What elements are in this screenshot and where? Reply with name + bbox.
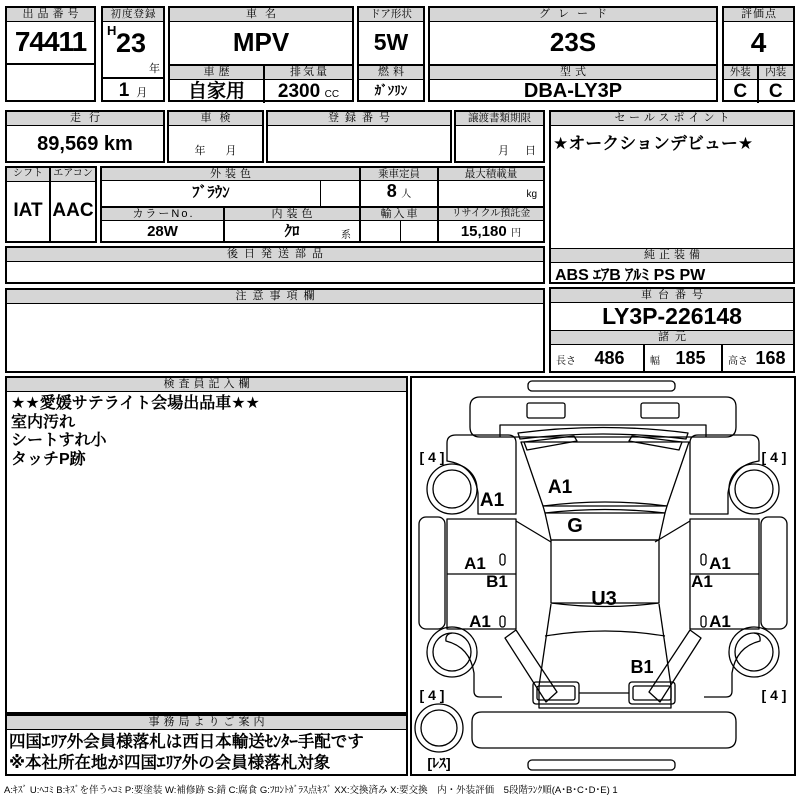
capacity-value: 8 — [386, 181, 397, 201]
mark-roof-u3: U3 — [591, 588, 617, 610]
mark-left-front-door-a1: A1 — [464, 554, 486, 573]
rear-right-wheel — [729, 627, 779, 677]
model-code-value: DBA-LY3P — [523, 80, 623, 102]
exterior-color-label: 外装色 — [102, 168, 359, 181]
inspector-notes-box — [5, 376, 408, 714]
inspector-note-line: ★★愛媛サテライト会場出品車★★ — [11, 395, 260, 412]
chassis-box — [549, 287, 795, 373]
mileage-label: 走行 — [7, 112, 163, 126]
later-parts-label: 後日発送部品 — [7, 248, 543, 262]
office-notice-box — [5, 714, 408, 776]
cautions-label: 注意事項欄 — [7, 290, 543, 304]
color-no-label: カラーNo. — [102, 208, 223, 221]
exterior-grade-value: C — [733, 81, 748, 102]
interior-color-suffix: 系 — [341, 230, 351, 241]
office-notice-line: 四国ｴﾘｱ外会員様落札は西日本輸送ｾﾝﾀｰ手配です — [9, 733, 364, 751]
mark-tire-rear-right: [ 4 ] — [761, 687, 787, 703]
mileage-value: 89,569 km — [37, 133, 133, 155]
inspector-note-line: シートすれ小 — [11, 432, 107, 449]
max-load-label: 最大積載量 — [437, 168, 543, 181]
grade-box — [428, 6, 718, 102]
history-value: 自家用 — [187, 81, 245, 102]
right-front-fender — [690, 435, 759, 514]
shift-aircon-box — [5, 166, 97, 243]
later-parts-box — [5, 246, 545, 284]
score-box — [722, 6, 795, 102]
office-notice-label: 事務局よりご案内 — [7, 716, 406, 730]
left-quarter-fold — [505, 630, 557, 702]
history-label: 車歴 — [170, 66, 263, 80]
grade-label: グレード — [430, 8, 716, 22]
mark-right-front-door-a1: A1 — [709, 554, 731, 573]
transfer-month-suffix: 月 — [498, 145, 509, 157]
right-sill — [761, 517, 787, 629]
rear-left-wheel — [427, 627, 477, 677]
first-registration-box — [101, 6, 165, 102]
damage-diagram-box — [410, 376, 796, 776]
right-tail-lamp — [629, 682, 675, 704]
mark-tire-front-left: [ 4 ] — [419, 449, 445, 465]
inspector-notes-label: 検査員記入欄 — [7, 378, 406, 392]
capacity-label: 乗車定員 — [359, 168, 437, 181]
rear-strip — [528, 760, 675, 770]
mark-tire-front-right: [ 4 ] — [761, 449, 787, 465]
interior-color-value: ｸﾛ — [284, 223, 300, 240]
recycle-deposit-unit: 円 — [511, 228, 522, 239]
width-label: 幅 — [650, 356, 660, 367]
fuel-label: 燃料 — [359, 66, 423, 80]
aircon-label: エアコン — [51, 168, 95, 182]
displacement-unit: CC — [324, 89, 340, 100]
inspector-note-line: タッチP跡 — [11, 450, 86, 468]
imported-value — [361, 221, 401, 243]
mark-glass-g: G — [567, 515, 583, 537]
recycle-deposit-value: 15,180 — [460, 223, 507, 240]
transfer-day-suffix: 日 — [525, 145, 536, 157]
door-handle — [701, 554, 706, 565]
mark-left-rear-door-a1: A1 — [469, 612, 491, 631]
chassis-no-label: 車台番号 — [551, 289, 793, 303]
aircon-value: AAC — [52, 200, 94, 221]
door-handle — [701, 616, 706, 627]
score-value: 4 — [724, 22, 793, 66]
transfer-deadline-label: 譲渡書類期限 — [456, 112, 543, 126]
recycle-deposit-label: リサイクル預託金 — [437, 208, 543, 221]
specs-label: 諸元 — [551, 330, 793, 345]
car-name-box — [168, 6, 354, 102]
capacity-unit: 人 — [401, 189, 412, 200]
shift-value: IAT — [13, 200, 43, 221]
length-label: 長さ — [556, 356, 576, 367]
exterior-grade-label: 外装 — [724, 66, 757, 80]
door-handle — [500, 616, 505, 627]
front-strip — [528, 381, 675, 391]
door-shape-value: 5W — [359, 22, 423, 66]
first-registration-label: 初度登録 — [103, 8, 163, 22]
car-diagram — [412, 378, 794, 774]
auction-no-box — [5, 6, 96, 102]
inspection-year-suffix: 年 — [194, 145, 206, 157]
left-sill — [419, 517, 445, 629]
height-label: 高さ — [728, 356, 748, 367]
mark-right-mid-a1: A1 — [691, 572, 713, 591]
car-name-value: MPV — [170, 22, 352, 66]
year-suffix: 年 — [149, 63, 160, 75]
interior-grade-label: 内装 — [759, 66, 794, 80]
auction-no-label: 出品番号 — [7, 8, 94, 22]
mark-left-fender-a1: A1 — [479, 490, 505, 511]
mileage-box — [5, 110, 165, 163]
registration-no-label: 登録番号 — [268, 112, 450, 126]
inspection-box — [167, 110, 264, 163]
auction-no-value: 74411 — [7, 22, 94, 65]
max-load-unit: kg — [437, 181, 543, 206]
cautions-box — [5, 288, 545, 373]
sales-point-value: ★オークションデビュー★ — [553, 134, 754, 153]
door-shape-label: ドア形状 — [359, 8, 423, 22]
front-bumper — [470, 397, 736, 437]
inspector-note-line: 室内汚れ — [11, 413, 76, 431]
fuel-value: ｶﾞｿﾘﾝ — [374, 83, 408, 98]
door-handle — [500, 554, 505, 565]
mark-tire-rear-left: [ 4 ] — [419, 687, 445, 703]
registration-no-box — [266, 110, 452, 163]
genuine-equipment-value: ABS ｴｱB ｱﾙﾐ PS PW — [555, 267, 706, 284]
displacement-label: 排気量 — [265, 66, 352, 80]
mark-left-door-b1: B1 — [486, 572, 508, 591]
interior-color-label: 内装色 — [223, 208, 359, 221]
sales-point-label: セールスポイント — [551, 112, 793, 126]
model-code-label: 型式 — [430, 66, 716, 80]
grade-value: 23S — [430, 22, 716, 66]
exterior-color-value: ﾌﾞﾗｳﾝ — [192, 184, 230, 201]
color-capacity-box — [100, 166, 545, 243]
score-label: 評価点 — [724, 8, 793, 22]
chassis-no-value: LY3P-226148 — [602, 303, 742, 329]
displacement-value: 2300 — [277, 81, 321, 102]
first-reg-year: 23 — [116, 28, 147, 58]
era-value: H — [107, 23, 117, 38]
car-name-label: 車名 — [170, 8, 352, 22]
width-value: 185 — [675, 348, 706, 368]
color-no-value: 28W — [147, 223, 178, 240]
height-value: 168 — [755, 348, 786, 368]
office-notice-line: ※本社所在地が四国ｴﾘｱ外の会員様落札対象 — [9, 754, 331, 772]
imported-label: 輸入車 — [359, 208, 437, 221]
month-suffix: 月 — [136, 87, 148, 99]
mark-rear-gate-b1: B1 — [630, 657, 654, 677]
sales-point-box — [549, 110, 795, 284]
shift-label: シフト — [7, 168, 49, 182]
transfer-deadline-box — [454, 110, 545, 163]
door-shape-box — [357, 6, 425, 102]
mark-windshield-a1: A1 — [547, 477, 573, 498]
spare-wheel — [415, 704, 463, 752]
length-value: 486 — [594, 348, 625, 368]
mark-right-rear-door-a1: A1 — [709, 612, 731, 631]
interior-grade-value: C — [768, 81, 783, 102]
inspection-label: 車検 — [169, 112, 262, 126]
windshield — [521, 442, 689, 506]
inspection-month-suffix: 月 — [225, 145, 237, 157]
genuine-equipment-label: 純正装備 — [551, 248, 793, 263]
damage-code-legend: A:ｷｽﾞ U:ﾍｺﾐ B:ｷｽﾞを伴うﾍｺﾐ P:要塗装 W:補修跡 S:錆 C:腐食 G:ﾌﾛﾝﾄｶﾞﾗｽ点ｷｽﾞ XX:交換済み X:要交換 内・外装評価 5段階ﾗﾝｸ順(A･B･C･D･E) 1 — [4, 785, 618, 796]
first-reg-month: 1 — [118, 80, 130, 101]
mark-spare-tire: [ﾚｽ] — [427, 755, 451, 771]
rear-bumper — [472, 712, 736, 748]
